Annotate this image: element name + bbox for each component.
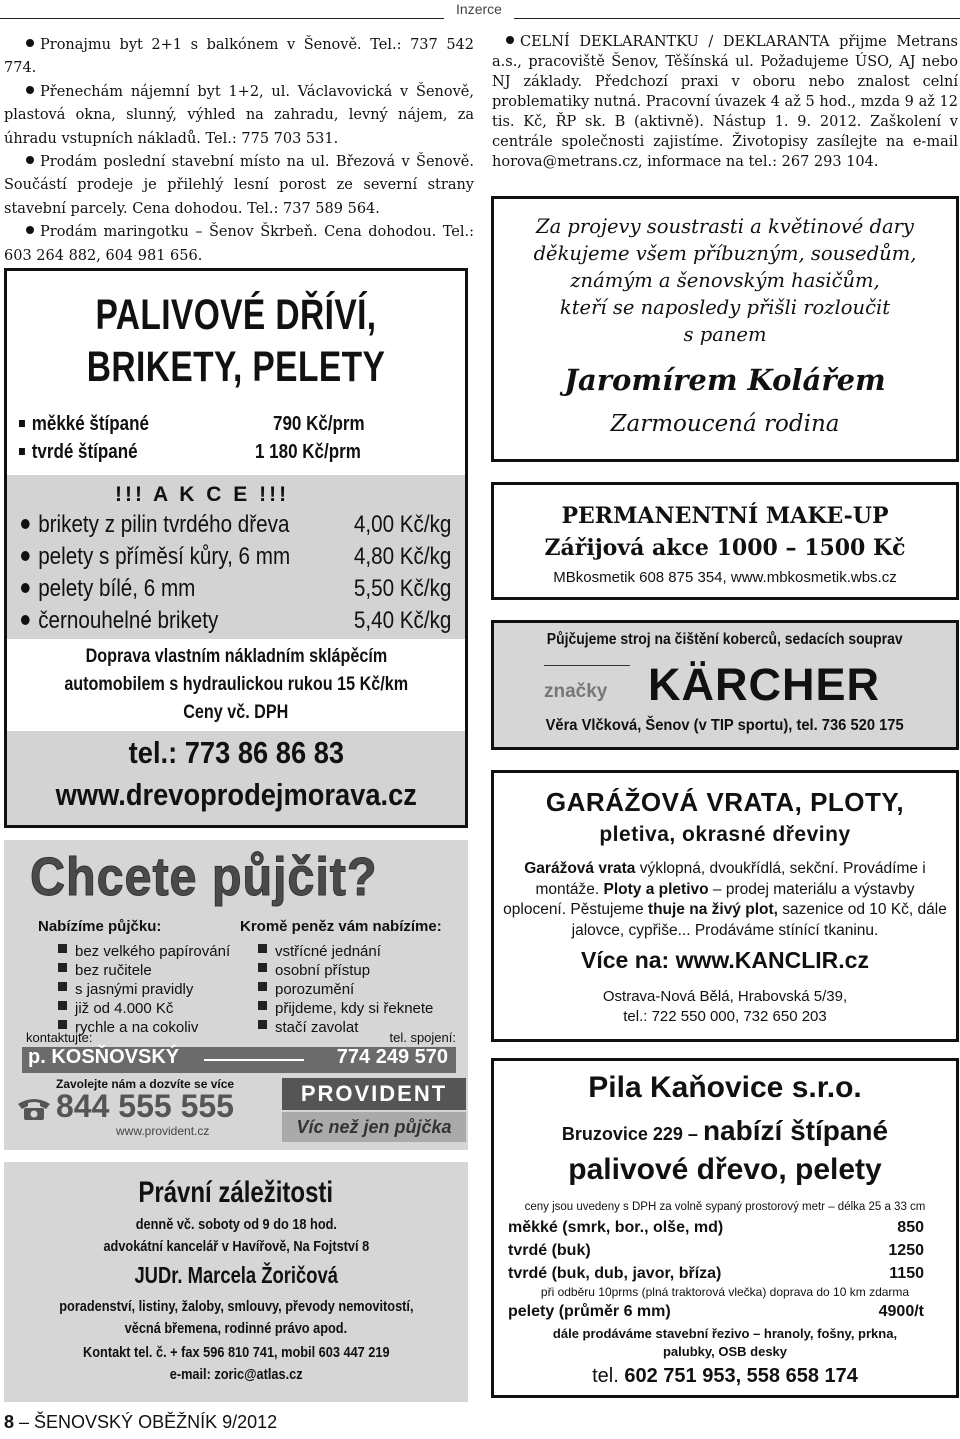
- sawmill-offer: Bruzovice 229 – nabízí štípané: [561, 1115, 889, 1146]
- bullet-icon: [26, 86, 34, 94]
- classified-item: CELNÍ DEKLARANTKU / DEKLARANTA přijme Metrans a.s., pracoviště Šenov, Těšínská ul. Požadujeme ÚSO, AJ nebo NJ základy. Předchozí praxi v oboru nebo znalost celní problematiky nutná. Pracovní úvazek 4 až 5 hod., mzda 9 až 12 tis. Kč, ŘP sk. B (aktivně). Nástup 1. 9. 2012. Zaškolení v centrále společnosti zajistíme. Životopisy zasílejte na e-mail horova@metrans.cz, informace na tel.: 267 293 104.: [492, 34, 958, 170]
- makeup-contact: MBkosmetik 608 875 354, www.mbkosmetik.wbs.cz: [553, 569, 897, 586]
- square-bullet-icon: [58, 1020, 67, 1029]
- bullet-icon: [21, 583, 30, 593]
- page-footer: 8 – ŠENOVSKÝ OBĚŽNÍK 9/2012: [4, 1412, 278, 1432]
- agent-name: p. KOSŇOVSKÝ: [28, 1046, 180, 1068]
- list-item: stačí zavolat: [258, 1018, 433, 1037]
- square-bullet-icon: [58, 982, 67, 991]
- bullet-icon: [21, 615, 30, 625]
- bullet-icon: [506, 36, 514, 44]
- condolence-text: Za projevy soustrasti a květinové dary děkujeme všem příbuzným, sousedům, známým a šenovským hasičům, kteří se naposledy přišli rozloučit s panem: [533, 215, 917, 346]
- legal-services: poradenství, listiny, žaloby, smlouvy, převody nemovitostí,: [58, 1298, 414, 1315]
- classified-item: Prodám maringotku – Šenov Škrbeň. Cena dohodou. Tel.: 603 264 882, 604 981 656.: [4, 224, 474, 264]
- loan-website[interactable]: www.provident.cz: [116, 1124, 210, 1138]
- square-bullet-icon: [19, 448, 25, 455]
- legal-email: e-mail: zoric@atlas.cz: [169, 1366, 303, 1383]
- price-row: tvrdé štípané: [19, 441, 138, 464]
- condolence-notice: [491, 196, 959, 462]
- bullet-icon: [21, 551, 30, 561]
- provident-slogan: Víc než jen půjčka: [282, 1112, 466, 1142]
- price-row: měkké štípané: [19, 413, 149, 436]
- garage-door-ad: [491, 770, 959, 1042]
- makeup-offer: Zářijová akce 1000 – 1500 Kč: [544, 535, 906, 561]
- call-text: Zavolejte nám a dozvíte se více: [56, 1077, 235, 1091]
- price-value: 1 180 Kč/prm: [255, 441, 361, 463]
- firewood-ad: [4, 268, 468, 828]
- promo-row: brikety z pilin tvrdého dřeva 4,00 Kč/kg: [21, 511, 467, 543]
- promo-label: !!! A K C E !!!: [115, 483, 290, 506]
- promo-row: pelety s příměsí kůry, 6 mm 4,80 Kč/kg: [21, 543, 467, 575]
- loan-subtitle: Kromě peněz vám nabízíme:: [240, 918, 442, 935]
- list-item: bez velkého papírování: [58, 942, 230, 961]
- firewood-website[interactable]: www.drevoprodejmorava.cz: [55, 777, 417, 812]
- square-bullet-icon: [19, 420, 25, 427]
- brand-name: KÄRCHER: [648, 659, 880, 710]
- loan-subtitle: Nabízíme půjčku:: [38, 918, 162, 935]
- legal-hours: denně vč. soboty od 9 do 18 hod.: [135, 1216, 337, 1233]
- divider: [204, 1059, 304, 1061]
- classified-item: Pronajmu byt 2+1 s balkónem v Šenově. Tel.: 737 542 774.: [4, 37, 474, 77]
- promo-row: černouhelné brikety 5,40 Kč/kg: [21, 607, 467, 639]
- price-row: pelety (průměr 6 mm) 4900/t: [508, 1303, 924, 1320]
- section-tab: Inzerce: [456, 1, 502, 17]
- garage-description: Garážová vrata výklopná, dvoukřídlá, sekční. Provádíme i montáže. Ploty a pletivo – prodej materiálu a výstavby oplocení. Pěstujeme thuje na živý plot, sazenice od 10 Kč, dále jalovce, cypřiše... Prodáváme stínící tkaninu.: [503, 860, 947, 939]
- promo-row: pelety bílé, 6 mm 5,50 Kč/kg: [21, 575, 467, 607]
- garage-website[interactable]: Více na: www.KANCLIR.cz: [581, 947, 869, 973]
- list-item: bez ručitele: [58, 961, 230, 980]
- telephone-icon: [14, 1094, 54, 1124]
- legal-ad: [4, 1162, 468, 1402]
- classified-item: Prodám poslední stavební místo na ul. Březová v Šenově. Součástí prodeje je přilehlý lesní porost ze severní strany stavební parcely. Cena dohodou. Tel.: 737 589 564.: [4, 154, 474, 217]
- agent-phone: 774 249 570: [336, 1046, 448, 1068]
- loan-list-right: [258, 942, 433, 1037]
- bullet-icon: [21, 519, 30, 529]
- rental-contact: Věra Vlčková, Šenov (v TIP sportu), tel. 736 520 175: [545, 717, 905, 734]
- square-bullet-icon: [258, 944, 267, 953]
- sawmill-ad: [491, 1058, 959, 1398]
- sawmill-phone: tel. 602 751 953, 558 658 174: [592, 1365, 858, 1387]
- lawyer-name: JUDr. Marcela Žoričová: [134, 1262, 338, 1288]
- classified-item: Přenechám nájemní byt 1+2, ul. Václavovická v Šenově, plastová okna, slunný, výhled na zahradu, levný nájem, za úhradu vstupních nákladů. Tel.: 775 703 531.: [4, 83, 474, 147]
- provident-logo: PROVIDENT: [282, 1078, 466, 1110]
- makeup-ad: [491, 482, 959, 600]
- classifieds-left: [4, 34, 474, 268]
- list-item: rychle a na cokoliv: [58, 1018, 230, 1037]
- price-value: 790 Kč/prm: [273, 413, 365, 435]
- square-bullet-icon: [58, 1001, 67, 1010]
- brand-label: značky: [544, 681, 608, 702]
- square-bullet-icon: [58, 963, 67, 972]
- price-row: tvrdé (buk) 1250: [508, 1242, 924, 1259]
- legal-title: Právní záležitosti: [138, 1176, 334, 1209]
- bullet-icon: [26, 226, 34, 234]
- square-bullet-icon: [258, 1001, 267, 1010]
- list-item: s jasnými pravidly: [58, 980, 230, 999]
- loan-headline: Chcete půjčit?: [30, 847, 378, 907]
- sawmill-offer-2: palivové dřevo, pelety: [568, 1153, 882, 1186]
- page-number: 8: [4, 1412, 15, 1432]
- loan-list-left: [58, 942, 230, 1037]
- garage-subtitle: pletiva, okrasné dřeviny: [599, 823, 851, 846]
- promo-panel: [7, 475, 465, 639]
- rental-text: Půjčujeme stroj na čištění koberců, sedacích souprav: [547, 631, 903, 648]
- list-item: přijdeme, kdy si řeknete: [258, 999, 433, 1018]
- publication-title: ŠENOVSKÝ OBĚŽNÍK 9/2012: [34, 1412, 278, 1432]
- legal-contact: Kontakt tel. č. + fax 596 810 741, mobil 603 447 219: [82, 1344, 390, 1361]
- price-row: měkké (smrk, bor., olše, md) 850: [508, 1219, 924, 1236]
- price-note: ceny jsou uvedeny s DPH za volně sypaný prostorový metr – délka 25 a 33 cm: [524, 1201, 926, 1213]
- makeup-title: PERMANENTNÍ MAKE-UP: [561, 503, 889, 529]
- square-bullet-icon: [58, 944, 67, 953]
- firewood-title: PALIVOVÉ DŘÍVÍ, BRIKETY, PELETY: [86, 291, 386, 391]
- hotline-number: 844 555 555: [56, 1088, 234, 1124]
- square-bullet-icon: [258, 963, 267, 972]
- square-bullet-icon: [258, 982, 267, 991]
- legal-address: advokátní kancelář v Havířově, Na Fojtství 8: [103, 1238, 369, 1255]
- square-bullet-icon: [258, 1020, 267, 1029]
- list-item: již od 4.000 Kč: [58, 999, 230, 1018]
- contact-label: kontaktujte:: [26, 1030, 93, 1045]
- firewood-phone: tel.: 773 86 86 83: [128, 735, 344, 770]
- list-item: osobní přístup: [258, 961, 433, 980]
- list-item: vstřícné jednání: [258, 942, 433, 961]
- bullet-icon: [26, 39, 34, 47]
- garage-address: Ostrava-Nová Bělá, Hrabovská 5/39, tel.: 722 550 000, 732 650 203: [602, 988, 848, 1025]
- price-row: tvrdé (buk, dub, javor, bříza) 1150: [508, 1265, 924, 1282]
- header-rule-right: [514, 18, 960, 19]
- loan-ad: [4, 840, 468, 1150]
- deceased-name: Jaromírem Kolářem: [564, 363, 886, 397]
- divider: [544, 665, 630, 666]
- carpet-cleaner-ad: [491, 620, 959, 750]
- bullet-icon: [26, 156, 34, 164]
- list-item: porozumění: [258, 980, 433, 999]
- phone-label: tel. spojení:: [389, 1030, 456, 1045]
- sawmill-title: Pila Kaňovice s.r.o.: [588, 1071, 862, 1104]
- delivery-note: při odběru 10prms (plná traktorová vlečka) doprava do 10 km zdarma: [540, 1285, 910, 1299]
- legal-services: věcná břemena, rodinné právo apod.: [124, 1320, 348, 1337]
- header-rule-left: [0, 18, 444, 19]
- delivery-info: Doprava vlastním nákladním sklápěcím automobilem s hydraulickou rukou 15 Kč/km Ceny vč. DPH: [64, 646, 408, 723]
- classifieds-right: [492, 32, 958, 172]
- condolence-signature: Zarmoucená rodina: [610, 411, 840, 437]
- garage-title: GARÁŽOVÁ VRATA, PLOTY,: [545, 787, 905, 817]
- additional-products: dále prodáváme stavební řezivo – hranoly, fošny, prkna, palubky, OSB desky: [552, 1326, 898, 1359]
